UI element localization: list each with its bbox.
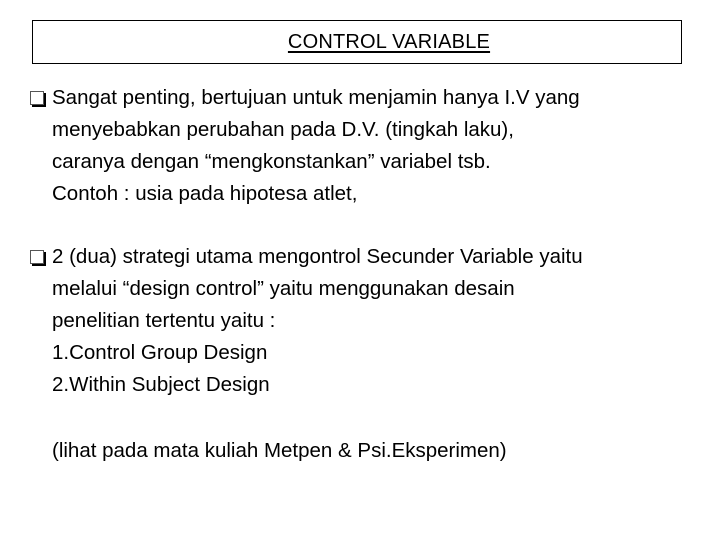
list-item: 1.Control Group Design bbox=[52, 341, 268, 364]
bullet-text bbox=[52, 241, 583, 467]
bullet-line: melalui “design control” yaitu menggunakan desain bbox=[52, 277, 515, 300]
list-item: 2.Within Subject Design bbox=[52, 373, 270, 396]
checkbox-bullet-icon bbox=[30, 250, 44, 264]
bullet-line: penelitian tertentu yaitu : bbox=[52, 309, 276, 332]
bullet-line: 2 (dua) strategi utama mengontrol Secunder Variable yaitu bbox=[52, 245, 583, 268]
bullet-line: Contoh : usia pada hipotesa atlet, bbox=[52, 182, 358, 205]
bullet-line: menyebabkan perubahan pada D.V. (tingkah laku), bbox=[52, 118, 514, 141]
slide-title: CONTROL VARIABLE bbox=[287, 30, 491, 53]
reference-note: (lihat pada mata kuliah Metpen & Psi.Eksperimen) bbox=[52, 439, 507, 462]
bullet-text bbox=[52, 82, 580, 210]
checkbox-bullet-icon bbox=[30, 91, 44, 105]
title-box bbox=[32, 20, 682, 64]
spacer bbox=[52, 401, 583, 435]
bullet-line: Sangat penting, bertujuan untuk menjamin hanya I.V yang bbox=[52, 86, 580, 109]
bullet-line: caranya dengan “mengkonstankan” variabel tsb. bbox=[52, 150, 491, 173]
